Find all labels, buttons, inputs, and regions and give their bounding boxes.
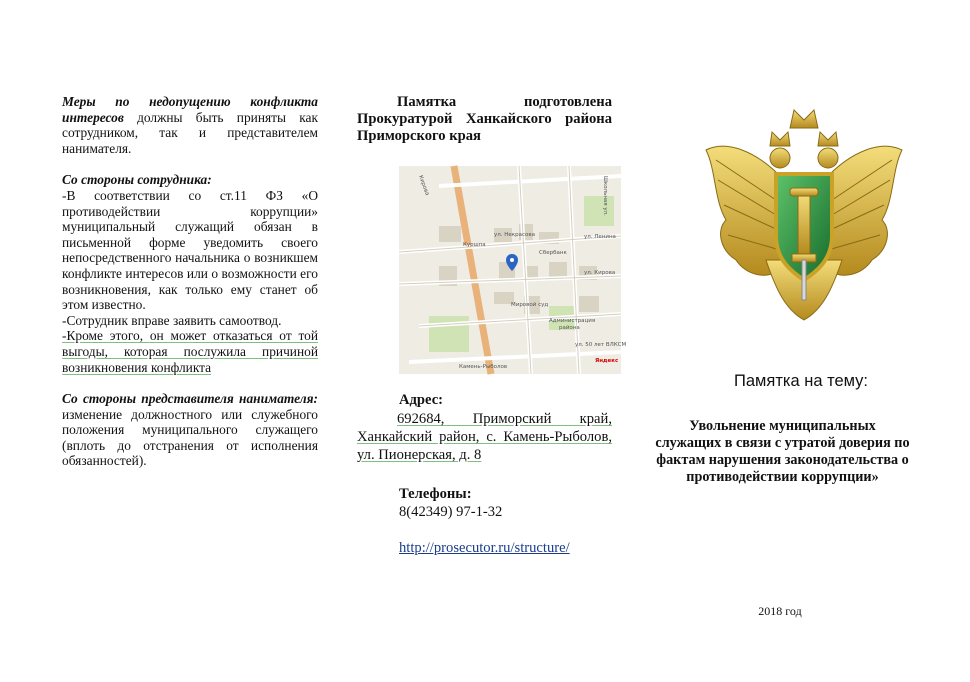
employee-text-2: -Сотрудник вправе заявить самоотвод. (62, 312, 282, 328)
phones-label: Телефоны: (399, 486, 472, 502)
phone-number: 8(42349) 97-1-32 (399, 504, 503, 520)
location-map[interactable] (399, 166, 627, 374)
employee-text-1: -В соответствии со ст.11 ФЗ «О противодействии коррупции» муниципальный служащий обязан в письменной форме уведомить своего непосредственного начальника о возникшем конфликте интересов или о возможности его возникновения, как только ему станет об этом известно. (62, 187, 318, 313)
year-label: 2018 год (758, 604, 802, 618)
svg-text:Кирова: Кирова (417, 174, 430, 197)
intro-lead: Меры по недопущению конфликта интересов (62, 94, 318, 125)
employer-paragraph (62, 391, 318, 469)
address-label: Адрес: (399, 392, 444, 408)
map-graphic (399, 166, 627, 374)
intro-rest: должны быть приняты как сотрудником, так и представителем нанимателя. (62, 109, 318, 156)
prosecutor-emblem-icon (706, 110, 902, 330)
svg-text:Сбербанк: Сбербанк (539, 250, 567, 256)
topic-title: Увольнение муниципальных служащих в связи с утратой доверия по фактам нарушения законодательства о противодействии коррупции» (655, 418, 910, 485)
employer-rest: изменение должностного или служебного положения муниципального служащего (вплоть до отстранения от исполнения обязанностей). (62, 406, 318, 469)
svg-text:района: района (559, 325, 580, 331)
topic-label: Памятка на тему: (734, 372, 868, 390)
address-text: 692684, Приморский край, Ханкайский район, с. Камень-Рыболов, ул. Пионерская, д. 8 (357, 411, 612, 463)
svg-text:Яндекс: Яндекс (595, 358, 619, 364)
svg-text:Куршпа: Куршпа (463, 242, 486, 248)
svg-text:ул. Ленина: ул. Ленина (584, 234, 616, 240)
svg-text:Администрация: Администрация (549, 318, 596, 324)
prosecutor-link[interactable]: http://prosecutor.ru/structure/ (399, 540, 570, 556)
intro-paragraph (62, 94, 318, 156)
map-street-nekrasova: ул. Некрасова (494, 232, 535, 238)
employer-heading: Со стороны представителя нанимателя: (62, 391, 318, 407)
employee-text-3: -Кроме этого, он может отказаться от той выгоды, которая послужила причиной возникновения конфликта (62, 328, 318, 375)
svg-text:Мировой суд: Мировой суд (511, 302, 549, 308)
middle-column (357, 94, 627, 556)
employee-heading: Со стороны сотрудника: (62, 172, 212, 188)
prepared-by-title: Памятка подготовлена Прокуратурой Ханкайского района Приморского края (357, 94, 612, 144)
svg-text:ул. Кирова: ул. Кирова (584, 270, 616, 276)
svg-text:ул. 50 лет ВЛКСМ: ул. 50 лет ВЛКСМ (575, 342, 627, 348)
svg-text:Камень-Рыболов: Камень-Рыболов (459, 364, 508, 370)
svg-text:Школьная ул.: Школьная ул. (602, 176, 608, 216)
left-column (62, 94, 318, 469)
